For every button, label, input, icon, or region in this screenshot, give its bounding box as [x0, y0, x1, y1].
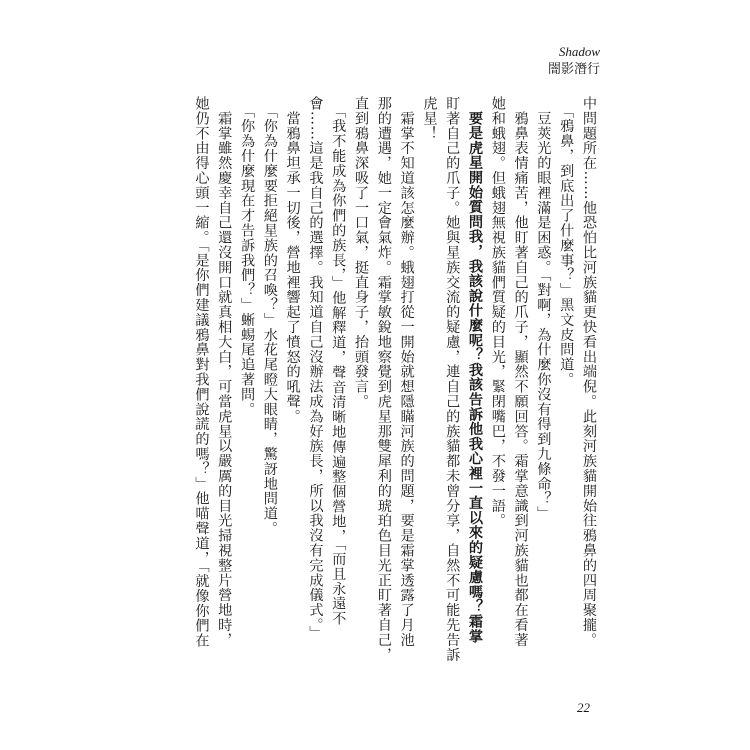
running-header [548, 44, 600, 79]
text-line: 「你為什麼現在才告訴我們？」蜥蜴尾追著問。 [239, 96, 256, 417]
text-line: 「鴉鼻，到底出了什麼事？」黑文皮問道。 [558, 96, 575, 387]
page-number: 22 [577, 700, 590, 715]
text-line: 虎星！ [421, 96, 438, 141]
text-line: 會……這是我自己的選擇。我知道自己沒辦法成為好族長，所以我沒有完成儀式。」 [307, 96, 324, 641]
book-subtitle: 闇影潛行 [547, 62, 600, 77]
text-line: 「我不能成為你們的族長，」他解釋道，聲音清晰地傳遍整個營地，「而且永遠不 [330, 96, 347, 626]
text-line: 當鴉鼻坦承一切後，營地裡響起了憤怒的吼聲。 [284, 96, 301, 424]
body-text [150, 96, 600, 678]
text-line: 她和蛾翅。但蛾翅無視族貓們質疑的目光，緊閉嘴巴，不發一語。 [489, 96, 506, 529]
text-line: 要是虎星開始質問我，我該說什麼呢？我該告訴他我心裡一直以來的疑慮嗎？霜掌 [467, 96, 484, 644]
text-line: 中問題所在……他恐怕比河族貓更快看出端倪。此刻河族貓開始往鴉鼻的四周聚攏。 [581, 96, 597, 648]
text-line: 霜掌雖然慶幸自己還沒開口就真相大白，可當虎星以嚴厲的目光掃視整片營地時， [216, 96, 233, 648]
book-title: Shadow [558, 44, 600, 59]
text-line: 那的遭遇，她一定會氣炸。霜掌敏銳地察覺到虎星那雙犀利的琥珀色目光正盯著自己， [375, 96, 392, 663]
text-line: 直到鴉鼻深吸了一口氣，挺直身子，抬頭發言。 [353, 96, 370, 409]
text-line: 「你為什麼要拒絕星族的召喚？」水花尾瞪大眼睛，驚訝地問道。 [261, 96, 278, 536]
text-line: 鴉鼻表情痛苦，他盯著自己的爪子，顯然不願回答。霜掌意識到河族貓也都在看著 [512, 96, 529, 648]
text-line: 豆莢光的眼裡滿是困惑。「對啊，為什麼你沒有得到九條命？」 [535, 96, 552, 521]
text-line: 霜掌不知道該怎麼辦。蛾翅打從一開始就想隱瞞河族的問題，要是霜掌透露了月池 [398, 96, 415, 648]
text-line: 盯著自己的爪子。她與星族交流的疑慮，連自己的族貓都未曾分享，自然不可能先告訴 [444, 96, 461, 663]
text-line: 她仍不由得心頭一縮。「是你們建議鴉鼻對我們說謊的嗎？」他喵聲道，「就像你們在 [193, 96, 210, 648]
